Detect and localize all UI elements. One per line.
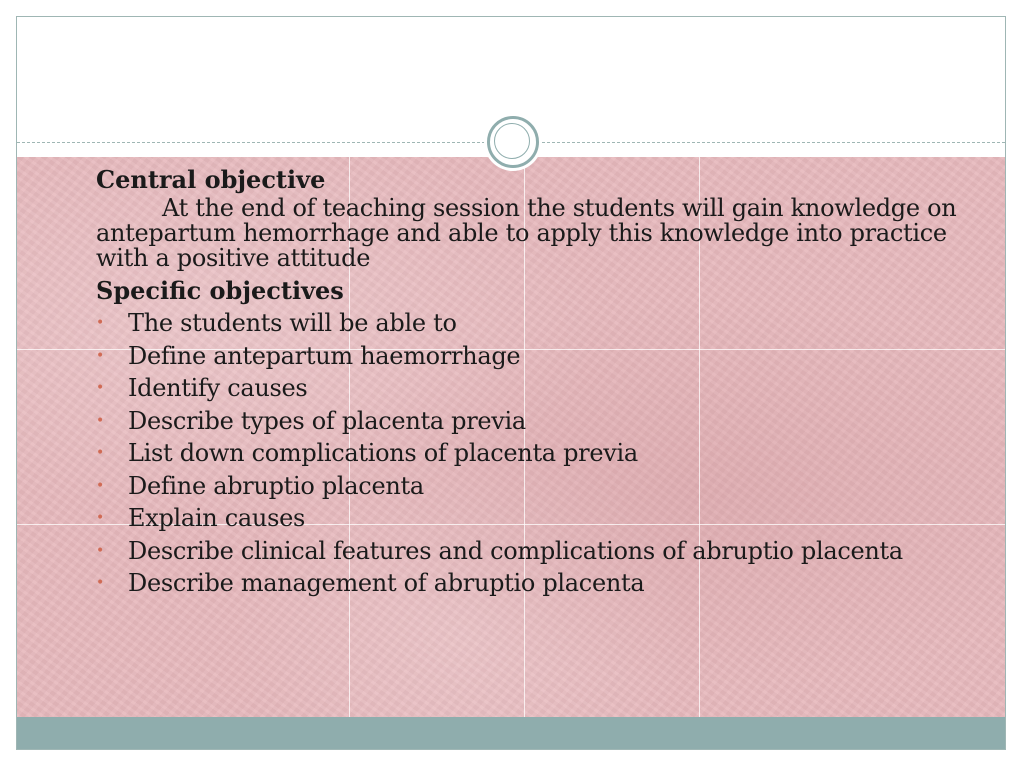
list-item bbox=[96, 405, 976, 438]
bullet-icon: • bbox=[96, 445, 104, 461]
bullet-icon: • bbox=[96, 412, 104, 429]
bullet-icon: • bbox=[96, 542, 104, 559]
bullet-icon: • bbox=[96, 575, 104, 591]
objective-text: Explain causes bbox=[128, 504, 306, 532]
bullet-icon: • bbox=[96, 315, 104, 331]
objective-text: Define abruptio placenta bbox=[128, 471, 424, 500]
ring-ornament-inner bbox=[494, 123, 530, 159]
footer-bar bbox=[17, 717, 1005, 750]
list-item bbox=[96, 437, 976, 470]
bullet-icon: • bbox=[96, 347, 104, 364]
slide-content bbox=[96, 164, 976, 600]
bullet-icon: • bbox=[96, 477, 104, 494]
list-item bbox=[96, 340, 976, 373]
objective-text: Identify causes bbox=[128, 374, 308, 402]
central-objective-text: At the end of teaching session the students will gain knowledge on antepartum hemorrhage and able to apply this knowledge into practice with a positive attitude bbox=[96, 194, 957, 272]
specific-objectives-heading: Specific objectives bbox=[96, 276, 344, 305]
objective-text: Describe clinical features and complications of abruptio placenta bbox=[128, 536, 903, 565]
bullet-icon: • bbox=[96, 380, 104, 396]
objective-text: Describe management of abruptio placenta bbox=[128, 569, 645, 597]
list-item bbox=[96, 372, 976, 405]
list-item bbox=[96, 502, 976, 535]
bullet-icon: • bbox=[96, 510, 104, 526]
objective-text: Describe types of placenta previa bbox=[128, 406, 526, 435]
list-item bbox=[96, 567, 976, 600]
objectives-list bbox=[96, 307, 976, 600]
objective-text: Define antepartum haemorrhage bbox=[128, 341, 521, 370]
objective-text: List down complications of placenta previa bbox=[128, 439, 638, 467]
central-objective-heading: Central objective bbox=[96, 165, 326, 194]
list-item bbox=[96, 535, 976, 568]
objective-text: The students will be able to bbox=[128, 309, 457, 337]
list-item bbox=[96, 307, 976, 340]
list-item bbox=[96, 470, 976, 503]
